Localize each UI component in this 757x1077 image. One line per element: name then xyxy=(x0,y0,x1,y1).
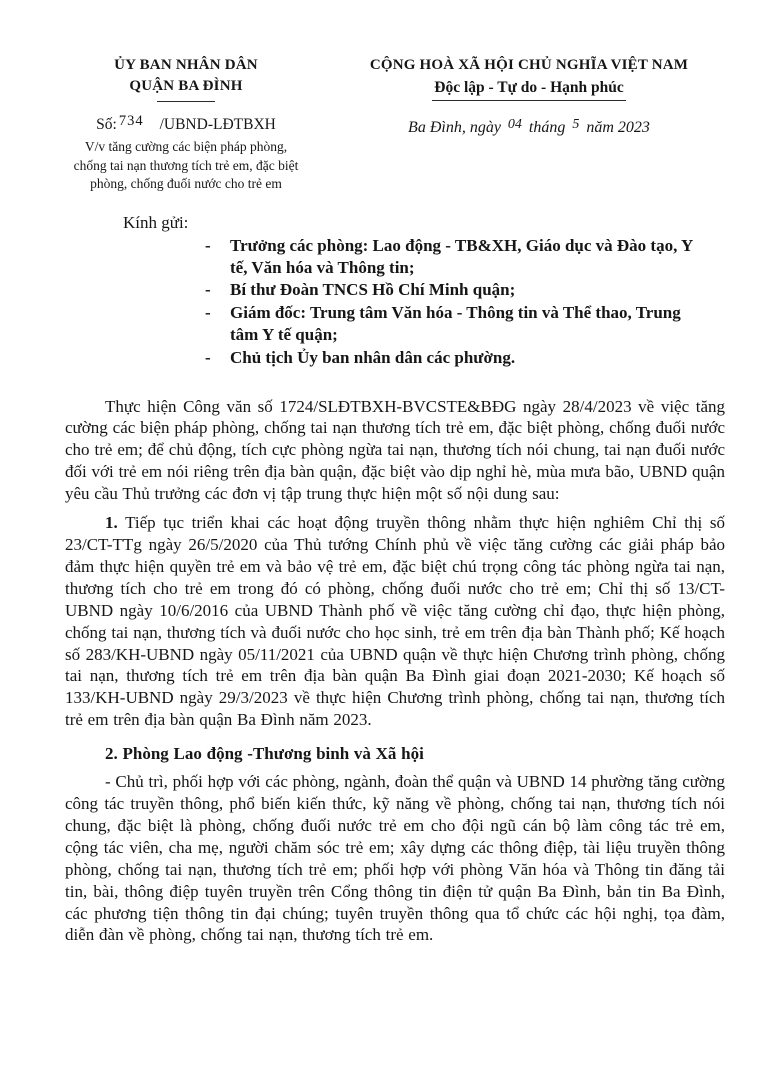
date-year: năm 2023 xyxy=(586,119,650,136)
list-item xyxy=(65,235,725,279)
issuing-authority-parent: ỦY BAN NHÂN DÂN xyxy=(114,57,258,73)
section-1-paragraph xyxy=(65,512,725,731)
issuing-authority-name: QUẬN BA ĐÌNH xyxy=(129,78,243,94)
recipient-text: Bí thư Đoàn TNCS Hồ Chí Minh quận; xyxy=(230,280,516,300)
list-dash: - xyxy=(205,235,211,255)
list-item xyxy=(65,302,725,346)
national-header-block xyxy=(333,55,725,140)
list-dash: - xyxy=(205,280,211,300)
section-1-number: 1. xyxy=(105,513,118,533)
intro-paragraph: Thực hiện Công văn số 1724/SLĐTBXH-BVCSTE&BĐG ngày 28/4/2023 về việc tăng cường các biện pháp phòng, chống tai nạn thương tích trẻ em, đặc biệt phòng, chống đuối nước cho trẻ em; để chủ động, tích cực phòng ngừa tai nạn, thương tích nói chung, tai nạn đuối nước đối với trẻ em nói riêng trên địa bàn quận, đặc biệt vào dịp nghỉ hè, mùa mưa bão, UBND quận yêu cầu Thủ trưởng các đơn vị tập trung thực hiện một số nội dung sau: xyxy=(65,396,725,504)
date-prefix: Ba Đình, ngày xyxy=(408,119,501,136)
recipient-text: Trưởng các phòng: Lao động - TB&XH, Giáo dục và Đào tạo, Y tế, Văn hóa và Thông tin; xyxy=(230,235,693,277)
list-item xyxy=(65,279,725,301)
section-2-heading: 2. Phòng Lao động -Thương binh và Xã hội xyxy=(105,744,424,764)
section-2-paragraph: - Chủ trì, phối hợp với các phòng, ngành, đoàn thể quận và UBND 14 phường tăng cường công tác truyền thông, phổ biến kiến thức, kỹ năng về phòng, chống tai nạn, thương tích nói chung, đặc biệt là phòng, chống đuối nước trẻ em cho đội ngũ cán bộ làm công tác trẻ em, cộng tác viên, cha mẹ, người chăm sóc trẻ em; xây dựng các thông điệp, tài liệu truyền thông phòng, chống tai nạn, thương tích trẻ em; phối hợp với phòng Văn hóa và Thông tin đăng tải tin, bài, thông điệp tuyên truyền trên Cổng thông tin điện tử quận Ba Đình, bản tin Ba Đình, các phương tiện thông tin đại chúng; tuyên truyền thông qua tổ chức các hội nghị, tọa đàm, diễn đàn về phòng, chống tai nạn, thương tích trẻ em. xyxy=(65,772,726,945)
doc-number-label: Số: xyxy=(96,116,117,133)
list-dash: - xyxy=(205,303,211,323)
date-month-value: 5 xyxy=(572,117,580,132)
recipient-text: Chủ tịch Ủy ban nhân dân các phường. xyxy=(230,347,516,367)
date-day-value: 04 xyxy=(507,117,522,132)
authority-underline xyxy=(157,101,215,102)
doc-number-value: 734 xyxy=(118,113,144,129)
list-item xyxy=(65,347,725,369)
national-motto: Độc lập - Tự do - Hạnh phúc xyxy=(432,77,625,101)
doc-number-suffix: /UBND-LĐTBXH xyxy=(159,116,276,133)
list-dash: - xyxy=(205,347,211,367)
recipient-list xyxy=(65,235,725,369)
letter-header xyxy=(65,55,725,194)
document-subject: V/v tăng cường các biện pháp phòng, chống tai nạn thương tích trẻ em, đặc biệt phòng, chống đuối nước cho trẻ em xyxy=(73,139,299,192)
place-date-line xyxy=(333,117,725,140)
issuing-authority-block xyxy=(65,55,307,194)
national-title: CỘNG HOÀ XÃ HỘI CHỦ NGHĨA VIỆT NAM xyxy=(369,57,689,73)
recipient-text: Giám đốc: Trung tâm Văn hóa - Thông tin và Thể thao, Trung tâm Y tế quận; xyxy=(230,303,681,344)
salutation: Kính gửi: xyxy=(123,212,189,232)
document-number-line xyxy=(65,115,307,135)
date-month-label: tháng xyxy=(528,119,566,136)
section-1-text: Tiếp tục triển khai các hoạt động truyền thông nhằm thực hiện nghiêm Chỉ thị số 23/CT-TTg ngày 26/5/2020 của Thủ tướng Chính phủ về việc tăng cường các giải pháp bảo đảm thực hiện quyền trẻ em và bảo vệ trẻ em, đặc biệt chú trọng công tác phòng ngừa tai nạn, thương tích cho trẻ em trong đó có phòng, chống đuối nước cho trẻ em; Chỉ thị số 13/CT-UBND ngày 10/6/2016 của UBND Thành phố về việc tăng cường chỉ đạo, thực hiện phòng, chống tai nạn, thương tích và đuối nước cho học sinh, trẻ em trên địa bàn Thành phố; Kế hoạch số 283/KH-UBND ngày 05/11/2021 của UBND quận về thực hiện Chương trình phòng, chống tai nạn, thương tích trẻ em trên địa bàn quận Ba Đình giai đoạn 2021-2030; Kế hoạch số 133/KH-UBND ngày 29/3/2023 về thực hiện Chương trình phòng, chống tai nạn, thương tích trẻ em trên địa bàn quận Ba Đình năm 2023. xyxy=(65,513,725,730)
national-motto-line xyxy=(333,77,725,101)
